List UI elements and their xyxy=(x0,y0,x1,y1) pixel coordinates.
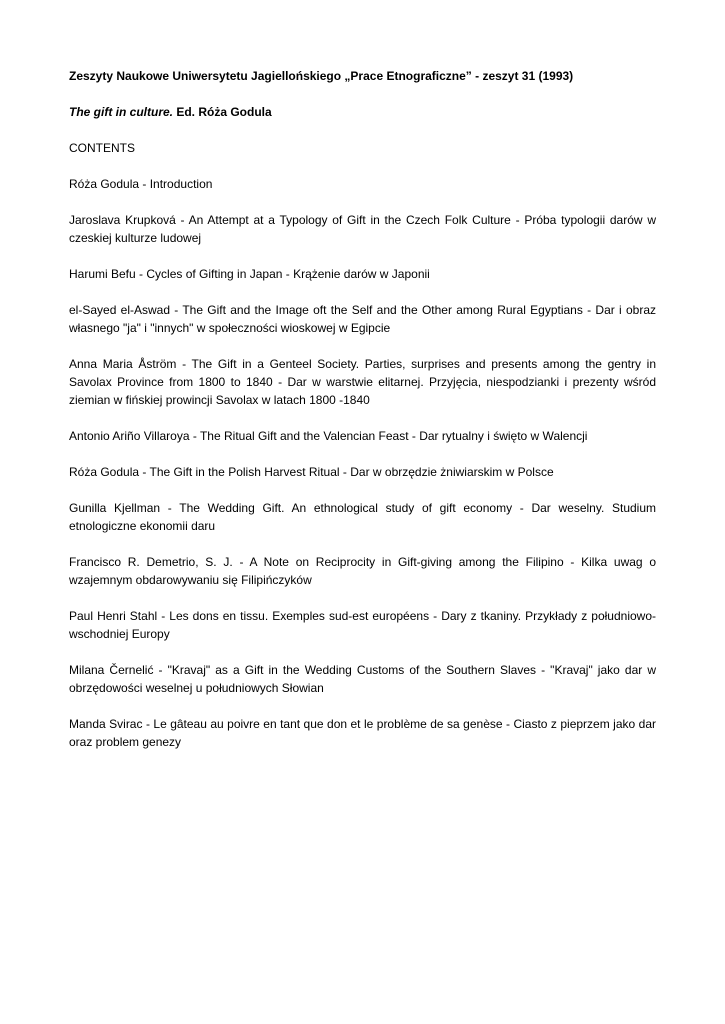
volume-title: The gift in culture. xyxy=(69,105,173,119)
document-page xyxy=(69,67,656,769)
contents-entry: Harumi Befu - Cycles of Gifting in Japan - Krążenie darów w Japonii xyxy=(69,267,430,281)
contents-entry: Róża Godula - Introduction xyxy=(69,177,213,191)
contents-entry: Paul Henri Stahl - Les dons en tissu. Exemples sud-est européens - Dary z tkaniny. Przykłady z południowo-wschodniej Europy xyxy=(69,609,656,641)
series-line: Zeszyty Naukowe Uniwersytetu Jagiellońskiego „Prace Etnograficzne” - zeszyt 31 (1993) xyxy=(69,69,574,83)
contents-entry: Róża Godula - The Gift in the Polish Harvest Ritual - Dar w obrzędzie żniwiarskim w Polsce xyxy=(69,465,554,479)
contents-entry: Jaroslava Krupková - An Attempt at a Typology of Gift in the Czech Folk Culture - Próba typologii darów w czeskiej kulturze ludowej xyxy=(69,213,656,245)
contents-entry: Antonio Ariño Villaroya - The Ritual Gift and the Valencian Feast - Dar rytualny i święto w Walencji xyxy=(69,429,588,443)
contents-entry: el-Sayed el-Aswad - The Gift and the Image oft the Self and the Other among Rural Egyptians - Dar i obraz własnego "ja" i "innych" w społeczności wioskowej w Egipcie xyxy=(69,303,656,335)
contents-entry: Milana Černelić - "Kravaj" as a Gift in the Wedding Customs of the Southern Slaves - "Kravaj" jako dar w obrzędowości weselnej u południowych Słowian xyxy=(69,663,656,695)
contents-list xyxy=(69,175,656,751)
contents-entry: Gunilla Kjellman - The Wedding Gift. An ethnological study of gift economy - Dar weselny. Studium etnologiczne ekonomii daru xyxy=(69,501,656,533)
editor: Ed. Róża Godula xyxy=(176,105,272,119)
contents-entry: Anna Maria Åström - The Gift in a Genteel Society. Parties, surprises and presents among the gentry in Savolax Province from 1800 to 1840 - Dar w warstwie elitarnej. Przyjęcia, niespodzianki i prezenty wśród ziemian w fińskiej prowincji Savolax w latach 1800 -1840 xyxy=(69,357,656,407)
contents-heading: CONTENTS xyxy=(69,141,135,155)
volume-title-line xyxy=(69,103,656,121)
contents-entry: Manda Svirac - Le gâteau au poivre en tant que don et le problème de sa genèse - Ciasto z pieprzem jako dar oraz problem genezy xyxy=(69,717,656,749)
contents-entry: Francisco R. Demetrio, S. J. - A Note on Reciprocity in Gift-giving among the Filipino - Kilka uwag o wzajemnym obdarowywaniu się Filipińczyków xyxy=(69,555,656,587)
